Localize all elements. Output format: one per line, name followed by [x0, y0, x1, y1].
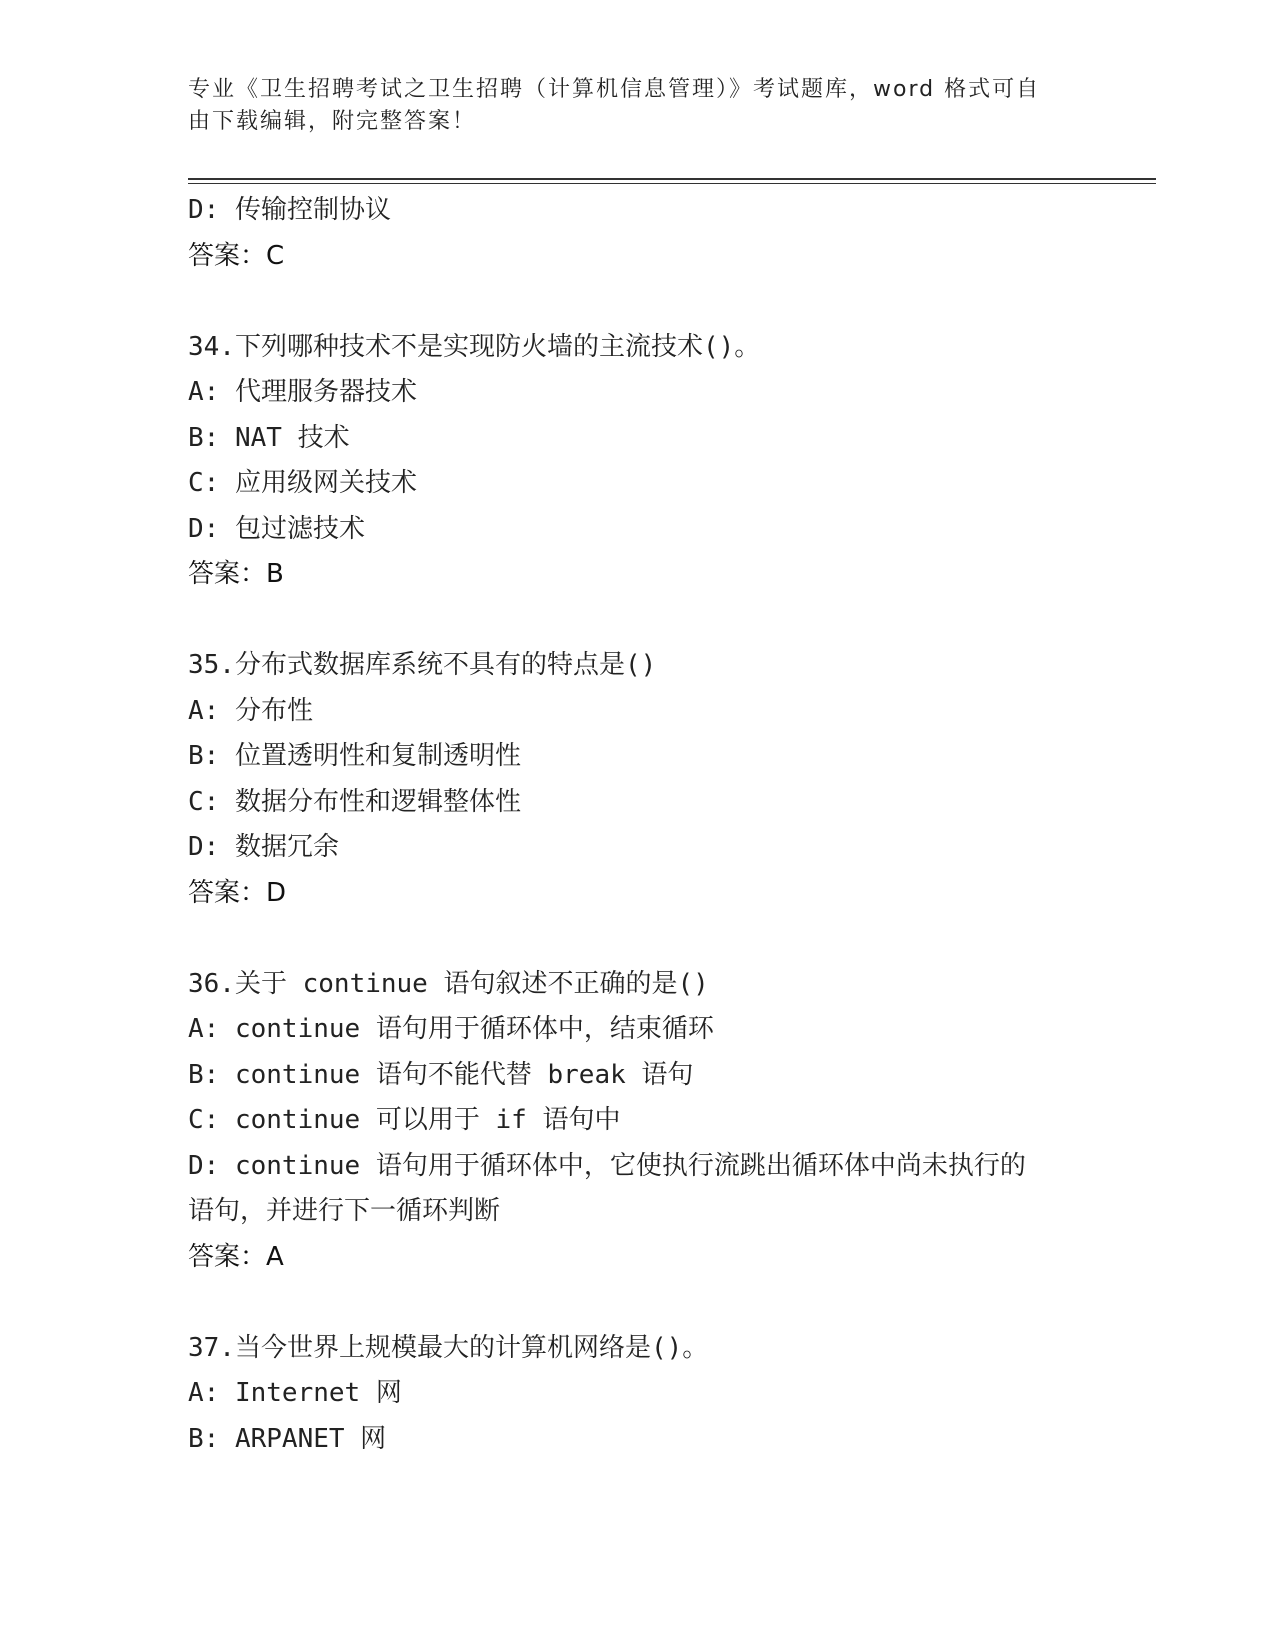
- spacer: [188, 916, 1088, 962]
- spacer: [188, 279, 1088, 325]
- option-d-continuation: 语句，并进行下一循环判断: [188, 1196, 501, 1226]
- option-d: D: continue 语句用于循环体中，它使执行流跳出循环体中尚未执行的: [188, 1150, 1026, 1181]
- header-line-2: 由下载编辑，附完整答案！: [188, 109, 477, 134]
- option-d: D: 数据冗余: [188, 832, 339, 862]
- option-b: B: 位置透明性和复制透明性: [188, 741, 521, 771]
- question-stem: 35.分布式数据库系统不具有的特点是(): [188, 650, 657, 680]
- option-a: A: 分布性: [188, 695, 313, 726]
- header-divider-thin: [188, 183, 1156, 184]
- spacer: [188, 598, 1088, 644]
- question-content: [188, 188, 1088, 1462]
- option-d: D: 传输控制协议: [188, 195, 391, 225]
- answer-label: 答案：A: [188, 1241, 284, 1272]
- option-a: A: continue 语句用于循环体中，结束循环: [188, 1014, 714, 1044]
- header-line-1: 专业《卫生招聘考试之卫生招聘（计算机信息管理）》考试题库，word 格式可自: [188, 77, 1041, 102]
- spacer: [188, 1280, 1088, 1326]
- option-b: B: ARPANET 网: [188, 1423, 387, 1454]
- document-header: [188, 74, 1088, 138]
- option-c: C: 数据分布性和逻辑整体性: [188, 786, 521, 817]
- question-stem: 34.下列哪种技术不是实现防火墙的主流技术()。: [188, 331, 761, 362]
- header-divider-thick: [188, 178, 1156, 180]
- answer-label: 答案：B: [188, 559, 284, 589]
- question-35: [188, 643, 1088, 916]
- answer-label: 答案：C: [188, 240, 285, 271]
- question-stem: 36.关于 continue 语句叙述不正确的是(): [188, 968, 709, 999]
- option-a: A: Internet 网: [188, 1378, 402, 1408]
- option-a: A: 代理服务器技术: [188, 377, 417, 407]
- answer-label: 答案：D: [188, 877, 287, 908]
- option-d: D: 包过滤技术: [188, 513, 365, 544]
- question-36: [188, 962, 1088, 1281]
- question-37: [188, 1326, 1088, 1463]
- option-c: C: continue 可以用于 if 语句中: [188, 1105, 621, 1135]
- question-34: [188, 325, 1088, 598]
- question-stem: 37.当今世界上规模最大的计算机网络是()。: [188, 1332, 709, 1363]
- option-c: C: 应用级网关技术: [188, 468, 417, 498]
- option-b: B: NAT 技术: [188, 422, 350, 453]
- option-b: B: continue 语句不能代替 break 语句: [188, 1059, 694, 1090]
